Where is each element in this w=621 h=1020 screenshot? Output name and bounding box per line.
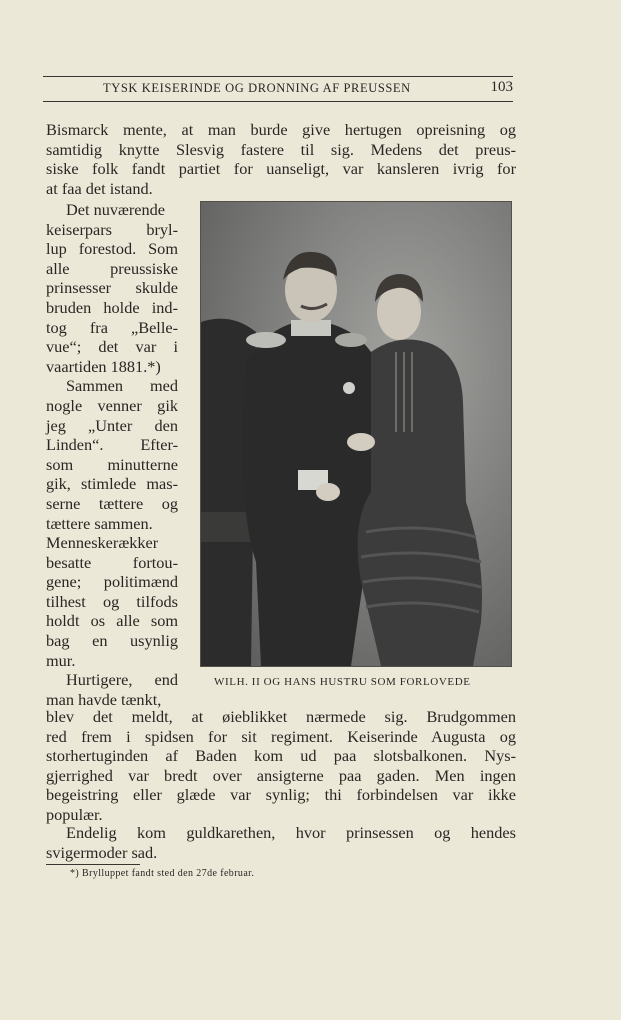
text-line: Linden“. Efter- xyxy=(46,435,178,455)
text-line: gik, stimlede mas- xyxy=(46,474,178,494)
text-line: red frem i spidsen for sit regiment. Keiserinde Augusta og xyxy=(46,726,516,746)
text-line: Menneskerækker xyxy=(46,533,159,553)
text-line: nogle venner gik xyxy=(46,395,178,415)
text-line: serne tættere og xyxy=(46,493,178,513)
text-line: Sammen med xyxy=(66,376,178,396)
text-line: Bismarck mente, at man burde give hertugen opreisning og xyxy=(46,120,516,139)
text-line: storhertuginden af Baden kom ud paa slotsbalkonen. Nys- xyxy=(46,746,516,766)
text-line: tilhest og tilfods xyxy=(46,591,178,611)
text-line: jeg „Unter den xyxy=(46,415,178,435)
text-line: siske folk fandt partiet for uanseligt, var kansleren ivrig for xyxy=(46,159,516,179)
text-line: tog fra „Belle- xyxy=(46,317,178,337)
text-line: gjerrighed var bredt over ansigterne paa gaden. Men ingen xyxy=(46,765,516,785)
text-line: besatte fortou- xyxy=(46,552,178,572)
text-line: mur. xyxy=(46,650,76,670)
text-line: samtidig knytte Slesvig fastere til sig. Medens det preus- xyxy=(46,139,516,159)
text-line: prinsesser skulde xyxy=(46,278,178,298)
page-number: 103 xyxy=(490,79,513,95)
text-line: lup forestod. Som xyxy=(46,239,178,259)
text-line: begeistring eller glæde var synlig; thi forbindelsen var ikke xyxy=(46,785,516,805)
text-line: man havde tænkt, xyxy=(46,689,162,709)
last-paragraph xyxy=(46,823,516,862)
text-line: gene; politimænd xyxy=(46,572,178,592)
wrapped-paragraph xyxy=(46,200,178,709)
running-title: TYSK KEISERINDE OG DRONNING AF PREUSSEN xyxy=(103,81,411,95)
text-line: vue“; det var i xyxy=(46,337,178,357)
text-line: vaartiden 1881.*) xyxy=(46,356,161,376)
top-paragraph xyxy=(46,120,516,198)
running-header xyxy=(43,76,513,102)
text-line: holdt os alle som xyxy=(46,611,178,631)
text-line: tættere sammen. xyxy=(46,513,153,533)
footnote-rule xyxy=(46,864,140,865)
text-line: keiserpars bryl- xyxy=(46,219,178,239)
footnote: *) Brylluppet fandt sted den 27de februar. xyxy=(70,868,255,879)
text-line: populær. xyxy=(46,804,103,824)
portrait-photograph-icon xyxy=(201,202,511,666)
text-line: at faa det istand. xyxy=(46,178,153,198)
photo-caption: WILH. II OG HANS HUSTRU SOM FORLOVEDE xyxy=(214,676,471,688)
portrait-photo xyxy=(200,201,512,667)
bottom-paragraph xyxy=(46,707,516,825)
text-line: alle preussiske xyxy=(46,258,178,278)
text-line: bag en usynlig xyxy=(46,631,178,651)
text-line: Det nuværende xyxy=(66,200,166,219)
text-line: Hurtigere, end xyxy=(66,670,178,690)
text-line: bruden holde ind- xyxy=(46,297,178,317)
text-line: som minutterne xyxy=(46,454,178,474)
text-line: Endelig kom guldkarethen, hvor prinsessen og hendes xyxy=(66,823,516,842)
text-line: blev det meldt, at øieblikket nærmede sig. Brudgommen xyxy=(46,707,516,726)
text-line: svigermoder sad. xyxy=(46,842,158,862)
